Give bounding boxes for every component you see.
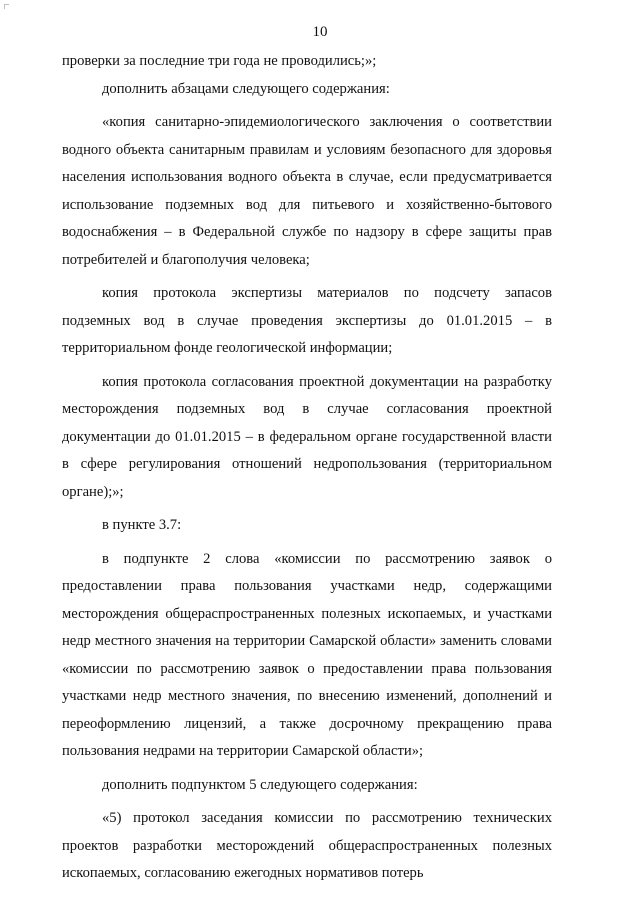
scan-corner-mark bbox=[4, 4, 9, 9]
paragraph-add-clauses: дополнить абзацами следующего содержания: bbox=[102, 80, 390, 97]
paragraph-sanitary-conclusion: «копия санитарно-эпидемиологического заключения о соответствии водного объекта санитарным правилам и условиям безопасного для здоровья населения использования водного объекта в случае, если предусматривается использование подземных вод для питьевого и хозяйственно-бытового водоснабжения – в Федеральной службе по надзору в сфере защиты прав потребителей и благополучия человека; bbox=[62, 114, 552, 268]
page-number: 10 bbox=[312, 24, 328, 40]
paragraph-subitem-5: «5) протокол заседания комиссии по рассмотрению технических проектов разработки месторождений общераспространенных полезных ископаемых, согласованию ежегодных нормативов потерь bbox=[62, 810, 552, 881]
paragraph-continuation: проверки за последние три года не проводились;»; bbox=[62, 53, 377, 69]
document-body bbox=[62, 48, 552, 888]
paragraph-approval-protocol: копия протокола согласования проектной документации на разработку месторождения подземных вод в случае согласования проектной документации до 01.01.2015 – в федеральном органе государственной власти в сфере регулирования отношений недропользования (территориальном органе);»; bbox=[62, 373, 552, 500]
paragraph-item-3-7: в пункте 3.7: bbox=[102, 517, 182, 533]
paragraph-add-subitem-5: дополнить подпунктом 5 следующего содержания: bbox=[102, 776, 418, 793]
paragraph-subitem-2: в подпункте 2 слова «комиссии по рассмотрению заявок о предоставлении права пользования участками недр, содержащими месторождения общераспространенных полезных ископаемых, и участками недр местного значения на территории Самарской области» заменить словами «комиссии по рассмотрению заявок о предоставлении права пользования участками недр местного значения, по внесению изменений, дополнений и переоформлению лицензий, а также досрочному прекращению права пользования недрами на территории Самарской области»; bbox=[62, 550, 552, 759]
paragraph-expertise-protocol: копия протокола экспертизы материалов по подсчету запасов подземных вод в случае проведения экспертизы до 01.01.2015 – в территориальном фонде геологической информации; bbox=[62, 285, 552, 356]
